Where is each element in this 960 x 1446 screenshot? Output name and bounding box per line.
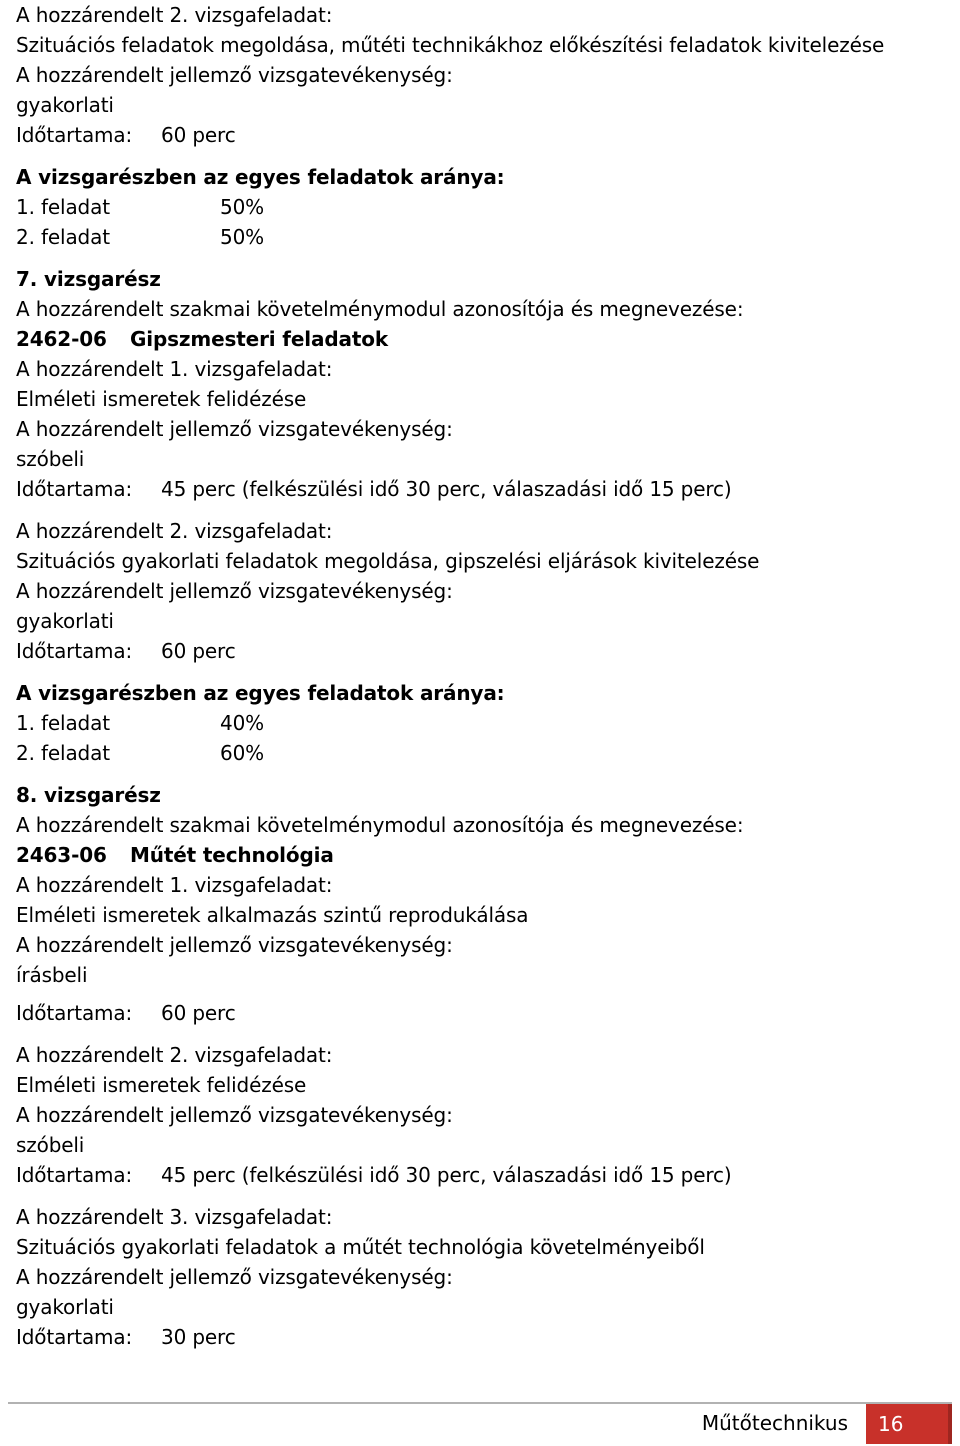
- task-title: Elméleti ismeretek felidézése: [16, 387, 307, 411]
- duration-label: Időtartama:: [16, 123, 133, 147]
- section-heading-8: 8. vizsgarész: [16, 783, 161, 807]
- ratio-row: [16, 192, 946, 222]
- duration-value: 60 perc: [161, 1001, 236, 1025]
- task-heading: A hozzárendelt 2. vizsgafeladat:: [16, 1043, 333, 1067]
- task-title: Szituációs gyakorlati feladatok megoldása, gipszelési eljárások kivitelezése: [16, 549, 760, 573]
- module-name: Műtét technológia: [130, 843, 334, 867]
- ratio-heading: A vizsgarészben az egyes feladatok aránya:: [16, 165, 505, 189]
- duration-value: 45 perc (felkészülési idő 30 perc, válaszadási idő 15 perc): [161, 477, 732, 501]
- duration-row: [16, 1322, 946, 1352]
- ratio-value: 60%: [220, 741, 265, 765]
- page-number: 16: [866, 1404, 952, 1444]
- task-title: Elméleti ismeretek felidézése: [16, 1073, 307, 1097]
- ratio-task: 1. feladat: [16, 195, 110, 219]
- duration-label: Időtartama:: [16, 639, 133, 663]
- task-title: Szituációs gyakorlati feladatok a műtét technológia követelményeiből: [16, 1235, 705, 1259]
- activity-heading: A hozzárendelt jellemző vizsgatevékenység:: [16, 933, 453, 957]
- section-heading-7: 7. vizsgarész: [16, 267, 161, 291]
- ratio-task: 2. feladat: [16, 225, 110, 249]
- duration-label: Időtartama:: [16, 1325, 133, 1349]
- task-heading: A hozzárendelt 1. vizsgafeladat:: [16, 873, 333, 897]
- activity-heading: A hozzárendelt jellemző vizsgatevékenység:: [16, 1103, 453, 1127]
- duration-row: [16, 474, 946, 504]
- task-heading: A hozzárendelt 2. vizsgafeladat:: [16, 519, 333, 543]
- ratio-task: 2. feladat: [16, 741, 110, 765]
- module-title: [16, 324, 946, 354]
- duration-value: 30 perc: [161, 1325, 236, 1349]
- duration-value: 60 perc: [161, 639, 236, 663]
- activity-type: szóbeli: [16, 447, 85, 471]
- duration-label: Időtartama:: [16, 1001, 133, 1025]
- module-code: 2463-06: [16, 843, 107, 867]
- task-title: Szituációs feladatok megoldása, műtéti technikákhoz előkészítési feladatok kivitelezése: [16, 33, 885, 57]
- module-heading: A hozzárendelt szakmai követelménymodul azonosítója és megnevezése:: [16, 813, 744, 837]
- activity-type: gyakorlati: [16, 609, 114, 633]
- task-heading: A hozzárendelt 2. vizsgafeladat:: [16, 3, 333, 27]
- activity-heading: A hozzárendelt jellemző vizsgatevékenység:: [16, 579, 453, 603]
- ratio-task: 1. feladat: [16, 711, 110, 735]
- duration-row: [16, 120, 946, 150]
- task-heading: A hozzárendelt 1. vizsgafeladat:: [16, 357, 333, 381]
- module-code: 2462-06: [16, 327, 107, 351]
- activity-heading: A hozzárendelt jellemző vizsgatevékenység:: [16, 1265, 453, 1289]
- module-name: Gipszmesteri feladatok: [130, 327, 388, 351]
- ratio-heading: A vizsgarészben az egyes feladatok aránya:: [16, 681, 505, 705]
- page-footer: [0, 1402, 960, 1442]
- document-page: [16, 0, 946, 1352]
- activity-type: gyakorlati: [16, 1295, 114, 1319]
- ratio-row: [16, 708, 946, 738]
- duration-row: [16, 1160, 946, 1190]
- activity-type: gyakorlati: [16, 93, 114, 117]
- ratio-value: 50%: [220, 225, 265, 249]
- module-heading: A hozzárendelt szakmai követelménymodul azonosítója és megnevezése:: [16, 297, 744, 321]
- activity-heading: A hozzárendelt jellemző vizsgatevékenység:: [16, 417, 453, 441]
- activity-heading: A hozzárendelt jellemző vizsgatevékenység:: [16, 63, 453, 87]
- footer-divider: [8, 1402, 952, 1404]
- ratio-row: [16, 222, 946, 252]
- ratio-value: 50%: [220, 195, 265, 219]
- activity-type: írásbeli: [16, 963, 88, 987]
- ratio-row: [16, 738, 946, 768]
- module-title: [16, 840, 946, 870]
- duration-label: Időtartama:: [16, 477, 133, 501]
- duration-row: [16, 636, 946, 666]
- page-number-edge: [948, 1404, 952, 1444]
- task-title: Elméleti ismeretek alkalmazás szintű reprodukálása: [16, 903, 529, 927]
- task-heading: A hozzárendelt 3. vizsgafeladat:: [16, 1205, 333, 1229]
- duration-row: [16, 998, 946, 1028]
- duration-value: 60 perc: [161, 123, 236, 147]
- activity-type: szóbeli: [16, 1133, 85, 1157]
- duration-label: Időtartama:: [16, 1163, 133, 1187]
- duration-value: 45 perc (felkészülési idő 30 perc, válaszadási idő 15 perc): [161, 1163, 732, 1187]
- ratio-value: 40%: [220, 711, 265, 735]
- footer-title: Műtőtechnikus: [701, 1411, 848, 1435]
